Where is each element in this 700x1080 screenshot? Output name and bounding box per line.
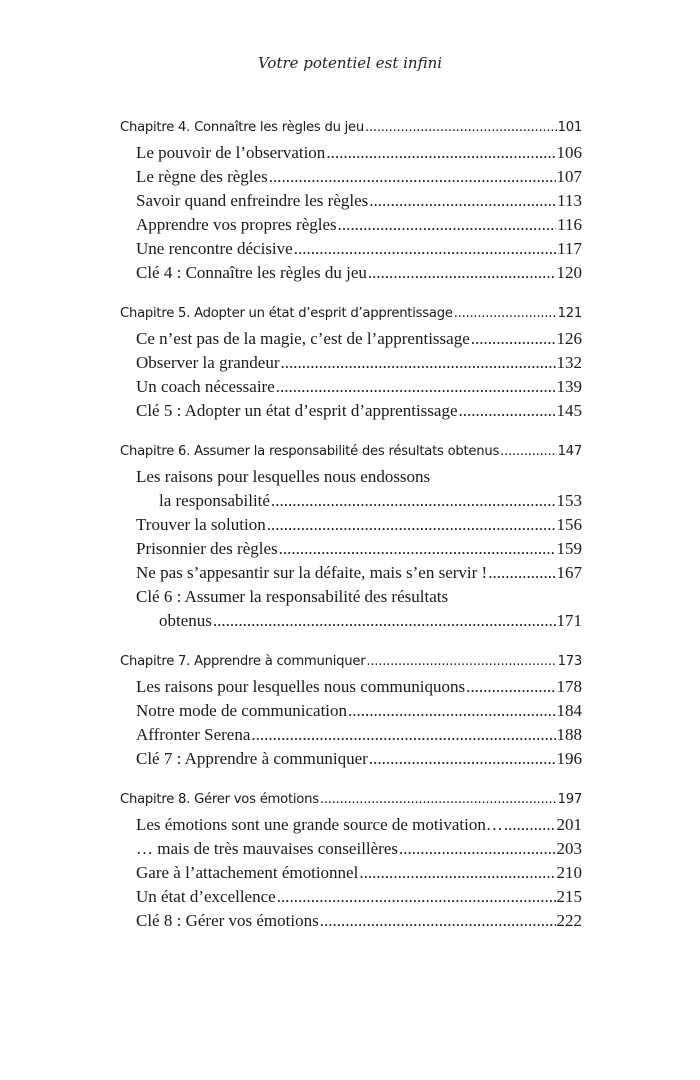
dot-leader [369,747,556,771]
section-entry-title: obtenus [159,611,212,630]
dot-leader [338,213,556,237]
dot-leader [348,699,555,723]
section-entry-page: 178 [556,677,582,696]
chapter-entry-title: Chapitre 4. Connaître les règles du jeu [120,120,365,135]
section-entry-page: 196 [556,749,582,768]
section-entry-title: Clé 8 : Gérer vos émotions [136,911,319,930]
chapter-entry-page: 197 [557,792,582,807]
dot-leader [213,609,556,633]
chapter-entry-page: 101 [557,120,582,135]
dot-leader [504,813,556,837]
section-entry[interactable] [120,213,582,237]
section-entry[interactable] [120,141,582,165]
section-entry-title: … mais de très mauvaises conseillères [136,839,399,858]
section-entry-page: 159 [556,539,582,558]
section-entry-title: Apprendre vos propres règles [136,215,337,234]
section-entry-page: 117 [557,239,582,258]
section-entry-page: 153 [556,491,582,510]
section-entry[interactable] [120,909,582,933]
chapter-entry[interactable] [120,301,582,327]
section-entry-title: Une rencontre décisive [136,239,293,258]
section-entry-page: 203 [556,839,582,858]
section-entry[interactable] [120,885,582,909]
section-entry[interactable] [120,675,582,699]
section-entry-title: Trouver la solution [136,515,266,534]
section-entry-title: Le règne des règles [136,167,268,186]
chapter-entry-title: Chapitre 6. Assumer la responsabilité des résultats obtenus [120,444,500,459]
dot-leader [269,165,556,189]
dot-leader [466,675,555,699]
chapter-entry-page: 147 [557,444,582,459]
section-entry[interactable] [120,327,582,351]
section-entry[interactable] [120,399,582,423]
dot-leader [320,909,556,933]
dot-leader [366,649,556,675]
chapter-block [120,115,582,285]
section-entry-title: la responsabilité [159,491,270,510]
section-entry-title: Affronter Serena [136,725,251,744]
chapter-entry[interactable] [120,439,582,465]
chapter-entry-title: Chapitre 5. Adopter un état d’esprit d’apprentissage [120,306,453,321]
section-entry-page: 107 [556,167,582,186]
section-entry[interactable] [120,237,582,261]
section-entry-page: 215 [556,887,582,906]
dot-leader [369,189,556,213]
section-entry-page: 113 [557,191,582,210]
section-entry-title[interactable]: Les raisons pour lesquelles nous endossons [136,467,431,486]
section-entry[interactable] [120,375,582,399]
section-entry[interactable] [120,699,582,723]
section-entry-page: 171 [556,611,582,630]
chapter-entry[interactable] [120,115,582,141]
dot-leader [281,351,556,375]
section-entry[interactable] [120,861,582,885]
section-entry-title: Ce n’est pas de la magie, c’est de l’apprentissage [136,329,470,348]
section-entry-page: 201 [556,815,582,834]
section-entry-page: 156 [556,515,582,534]
dot-leader [267,513,556,537]
section-entry[interactable] [120,837,582,861]
dot-leader [294,237,556,261]
section-entry-page: 126 [556,329,582,348]
section-entry-page: 184 [556,701,582,720]
section-entry-title: Observer la grandeur [136,353,280,372]
section-entry-title: Gare à l’attachement émotionnel [136,863,359,882]
section-entry[interactable] [120,723,582,747]
section-entry-title: Notre mode de communication [136,701,348,720]
section-entry[interactable] [120,351,582,375]
section-entry-page: 167 [556,563,582,582]
dot-leader [454,301,557,327]
dot-leader [320,787,557,813]
section-entry-page: 188 [556,725,582,744]
chapter-block [120,439,582,633]
section-entry-title: Ne pas s’appesantir sur la défaite, mais s’en servir ! [136,563,488,582]
section-entry-page: 222 [556,911,582,930]
chapter-block [120,649,582,771]
dot-leader [368,261,556,285]
section-entry-page: 120 [556,263,582,282]
section-entry[interactable] [120,609,582,633]
table-of-contents [120,115,582,949]
section-entry-page: 139 [556,377,582,396]
section-entry-title[interactable]: Clé 6 : Assumer la responsabilité des résultats [136,587,449,606]
section-entry[interactable] [120,261,582,285]
running-head: Votre potentiel est infini [257,54,443,72]
section-entry[interactable] [120,537,582,561]
section-entry-title: Les émotions sont une grande source de motivation… [136,815,503,834]
dot-leader [399,837,555,861]
section-entry-page: 116 [557,215,582,234]
chapter-block [120,301,582,423]
section-entry-title: Clé 4 : Connaître les règles du jeu [136,263,367,282]
section-entry[interactable] [120,189,582,213]
dot-leader [276,375,556,399]
dot-leader [279,537,556,561]
chapter-block [120,787,582,933]
section-entry-title: Clé 7 : Apprendre à communiquer [136,749,368,768]
chapter-entry[interactable] [120,649,582,675]
dot-leader [359,861,555,885]
dot-leader [277,885,556,909]
section-entry-title: Un coach nécessaire [136,377,275,396]
section-entry[interactable] [120,561,582,585]
chapter-entry-title: Chapitre 8. Gérer vos émotions [120,792,319,807]
dot-leader [365,115,557,141]
section-entry-title: Savoir quand enfreindre les règles [136,191,369,210]
section-entry-title: Clé 5 : Adopter un état d’esprit d’apprentissage [136,401,458,420]
section-entry[interactable] [120,489,582,513]
chapter-entry-page: 173 [557,654,582,669]
chapter-entry-page: 121 [557,306,582,321]
dot-leader [471,327,556,351]
dot-leader [326,141,555,165]
dot-leader [271,489,556,513]
section-entry-title: Un état d’excellence [136,887,276,906]
section-entry-page: 132 [556,353,582,372]
dot-leader [251,723,555,747]
chapter-entry-title: Chapitre 7. Apprendre à communiquer [120,654,366,669]
dot-leader [500,439,556,465]
dot-leader [488,561,555,585]
section-entry-page: 210 [556,863,582,882]
section-entry-title: Le pouvoir de l’observation [136,143,326,162]
section-entry-title: Prisonnier des règles [136,539,278,558]
section-entry[interactable] [120,747,582,771]
chapter-entry[interactable] [120,787,582,813]
section-entry-page: 145 [556,401,582,420]
dot-leader [459,399,556,423]
section-entry[interactable] [120,165,582,189]
section-entry[interactable] [120,813,582,837]
section-entry-page: 106 [556,143,582,162]
section-entry[interactable] [120,513,582,537]
section-entry-title: Les raisons pour lesquelles nous communiquons [136,677,466,696]
